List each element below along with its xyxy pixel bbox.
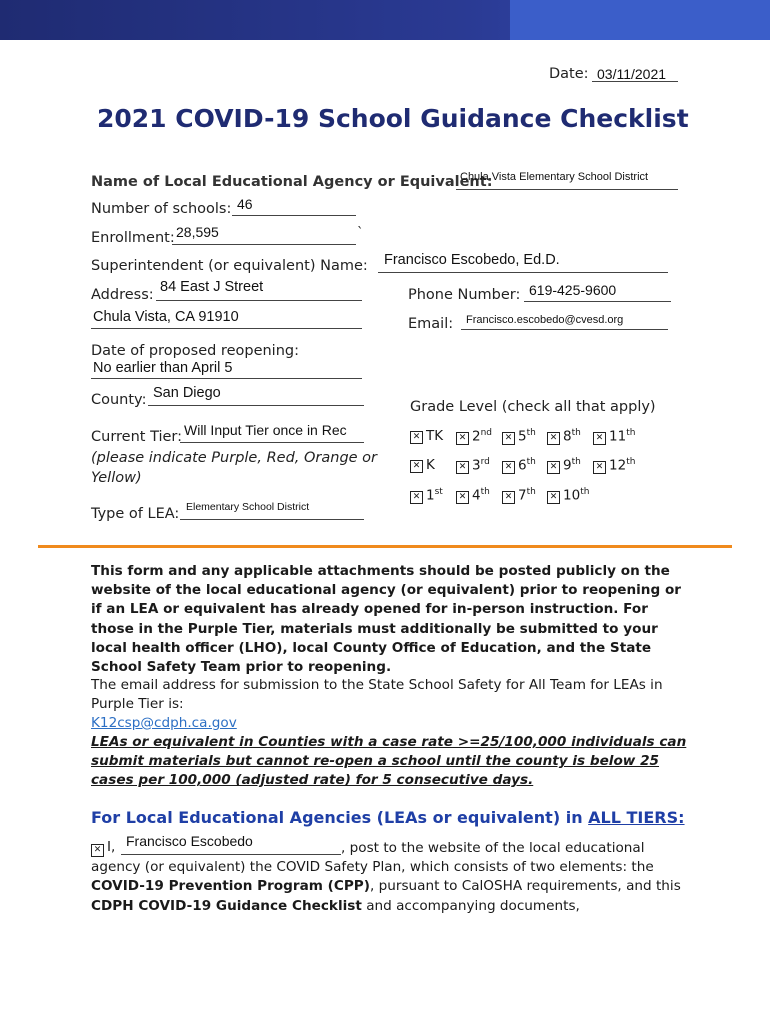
grade-level-label: Grade Level (check all that apply): [410, 399, 656, 415]
county-underline: [148, 405, 364, 406]
grade-checkbox[interactable]: ✕ 5th: [502, 428, 536, 445]
tier-label: Current Tier:: [91, 429, 183, 445]
grade-checkbox[interactable]: ✕ K: [410, 457, 435, 473]
reopen-underline: [91, 378, 362, 379]
enrollment-label: Enrollment:: [91, 230, 175, 246]
email-label: Email:: [408, 316, 454, 332]
submission-email-link[interactable]: K12csp@cdph.ca.gov: [91, 715, 237, 731]
lea-label: Name of Local Educational Agency or Equivalent:: [91, 174, 493, 190]
reopen-value[interactable]: No earlier than April 5: [93, 360, 233, 376]
grade-checkbox[interactable]: ✕ 10th: [547, 487, 589, 504]
tier-note: (please indicate Purple, Red, Orange or Yellow): [91, 450, 378, 486]
schools-underline: [232, 215, 356, 216]
tier-underline: [180, 442, 364, 443]
notice-plain-text: The email address for submission to the State School Safety for All Team for LEAs in Purple Tier is:: [91, 677, 663, 713]
grade-checkbox[interactable]: ✕ 4th: [456, 487, 490, 504]
schools-value[interactable]: 46: [237, 196, 253, 212]
grade-checkbox[interactable]: ✕ 6th: [502, 457, 536, 474]
attestation-i-label: I,: [107, 839, 116, 855]
all-tiers-heading: For Local Educational Agencies (LEAs or equivalent) in ALL TIERS:: [91, 808, 685, 827]
phone-underline: [524, 301, 671, 302]
address-underline-2: [91, 328, 362, 329]
county-label: County:: [91, 392, 147, 408]
enrollment-value[interactable]: 28,595: [176, 224, 219, 240]
attestation-checkbox[interactable]: ✕: [91, 841, 107, 857]
grade-checkbox[interactable]: ✕ 12th: [593, 457, 635, 474]
enrollment-tick: `: [357, 226, 364, 241]
case-rate-warning: LEAs or equivalent in Counties with a case rate >=25/100,000 individuals can submit materials but cannot re-open a school until the county is below 25 cases per 100,000 (adjusted rate) for 5 consecutive days.: [91, 734, 687, 789]
phone-value[interactable]: 619-425-9600: [529, 282, 617, 298]
date-label: Date:: [549, 66, 589, 82]
header-banner-accent: [510, 0, 770, 40]
signer-name[interactable]: Francisco Escobedo: [126, 833, 253, 849]
address-underline-1: [156, 300, 362, 301]
lea-value[interactable]: Chula Vista Elementary School District: [460, 171, 649, 183]
lea-type-underline: [180, 519, 364, 520]
address-label: Address:: [91, 287, 154, 303]
lea-underline: [456, 189, 678, 190]
page-title: 2021 COVID-19 School Guidance Checklist: [97, 104, 689, 133]
superintendent-value[interactable]: Francisco Escobedo, Ed.D.: [384, 252, 560, 268]
grade-checkbox[interactable]: ✕ 1st: [410, 487, 443, 504]
lea-type-label: Type of LEA:: [91, 506, 180, 522]
superintendent-label: Superintendent (or equivalent) Name:: [91, 258, 368, 274]
address-line2[interactable]: Chula Vista, CA 91910: [93, 309, 239, 325]
lea-type-value[interactable]: Elementary School District: [186, 501, 310, 513]
email-value[interactable]: Francisco.escobedo@cvesd.org: [466, 314, 624, 326]
tier-value[interactable]: Will Input Tier once in Rec: [184, 422, 347, 438]
enrollment-underline: [172, 244, 356, 245]
grade-checkbox[interactable]: ✕ 11th: [593, 428, 635, 445]
grade-checkbox[interactable]: ✕ 8th: [547, 428, 581, 445]
date-value[interactable]: 03/11/2021: [597, 66, 667, 82]
reopen-label: Date of proposed reopening:: [91, 343, 299, 359]
notice-bold-text: This form and any applicable attachments should be posted publicly on the website of the local educational agency (or equivalent) prior to reopening or if an LEA or equivalent has already opened for in-person instruction. For those in the Purple Tier, materials must additionally be submitted to your local health officer (LHO), local County Office of Education, and the State School Safety Team prior to reopening.: [91, 563, 681, 676]
county-value[interactable]: San Diego: [153, 385, 221, 401]
grade-checkbox[interactable]: ✕ 2nd: [456, 428, 492, 445]
email-underline: [461, 329, 668, 330]
grade-checkbox[interactable]: ✕ 3rd: [456, 457, 490, 474]
schools-label: Number of schools:: [91, 201, 232, 217]
phone-label: Phone Number:: [408, 287, 521, 303]
address-line1[interactable]: 84 East J Street: [160, 279, 264, 295]
attestation-text: , post to the website of the local educational agency (or equivalent) the COVID Safety Plan, which consists of two elements: the COVID-19 Prevention Program (CPP), pursuant to CalOSHA requirements, and this CDPH COVID-19 Guidance Checklist and accompanying documents,: [91, 840, 681, 914]
section-divider: [38, 545, 732, 548]
superintendent-underline: [378, 272, 668, 273]
grade-checkbox[interactable]: ✕ TK: [410, 428, 443, 444]
grade-checkbox[interactable]: ✕ 9th: [547, 457, 581, 474]
grade-checkbox[interactable]: ✕ 7th: [502, 487, 536, 504]
